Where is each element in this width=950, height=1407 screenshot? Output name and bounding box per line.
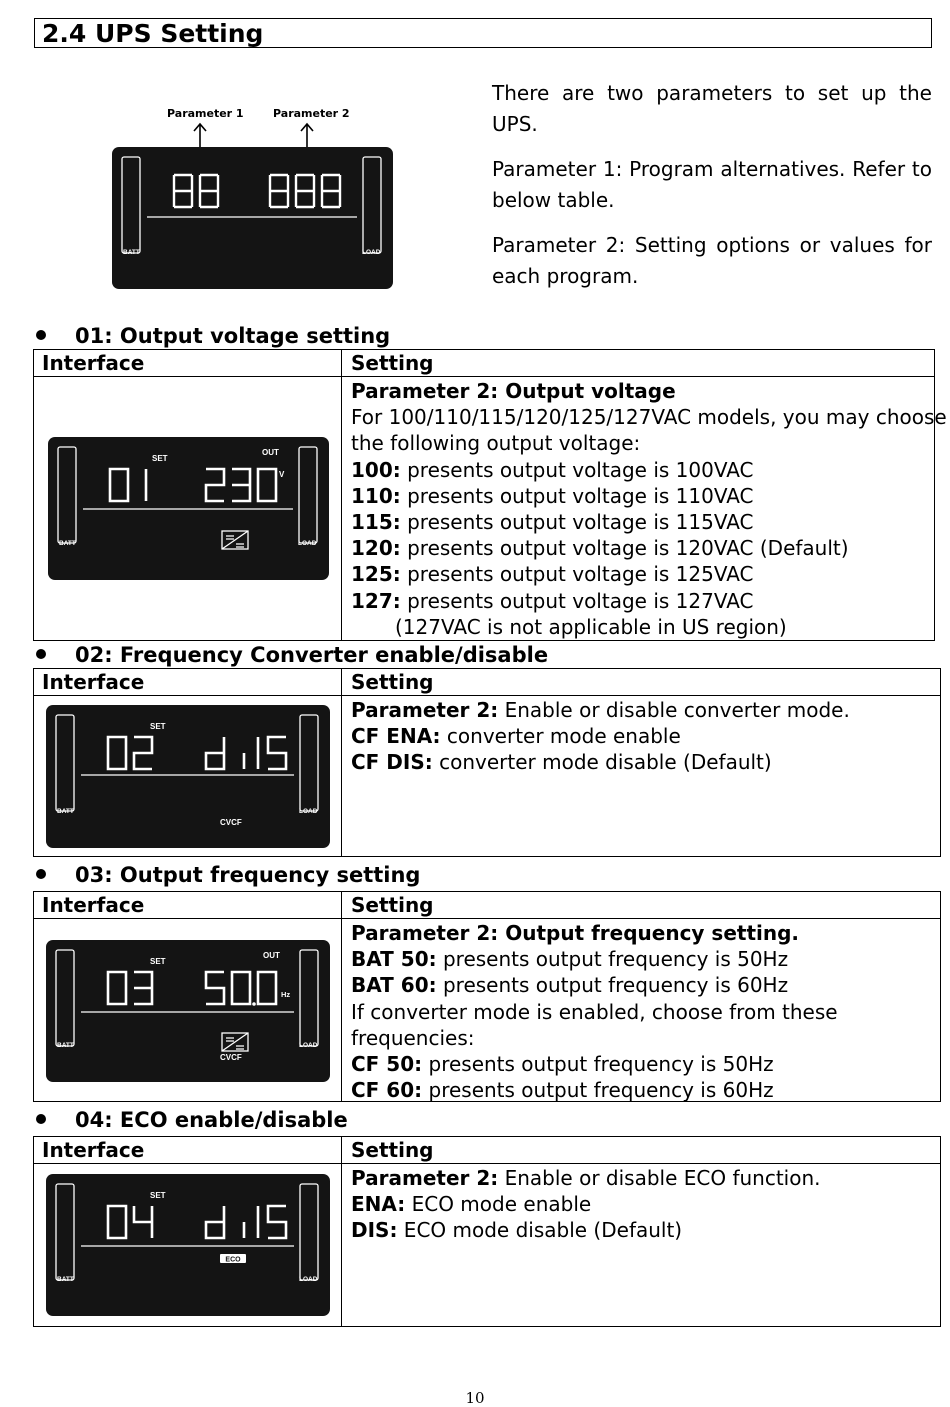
set-label: SET: [150, 722, 166, 731]
out-label: OUT: [263, 951, 280, 960]
setting-text-03: Parameter 2: Output frequency setting. BAT 50: presents output frequency is 50Hz BAT 60: presents output frequency is 60Hz If converter mode is enabled, choose from these frequencies: CF 50: presents output frequency is 50Hz CF 60: presents output frequency is 60Hz: [351, 921, 838, 1103]
load-label: LOAD: [362, 249, 381, 256]
load-label: LOAD: [298, 540, 317, 547]
section-heading-01: 01: Output voltage setting: [36, 323, 390, 349]
batt-label: BATT: [59, 540, 76, 547]
settings-table-03: [33, 891, 941, 1102]
unit-label: Hz: [281, 990, 291, 999]
column-header-interface: Interface: [42, 1138, 145, 1162]
intro-paragraph: Parameter 2: Setting options or values for each program.: [492, 233, 932, 288]
load-label: LOAD: [299, 808, 318, 815]
column-header-setting: Setting: [351, 351, 434, 375]
bullet-icon: [36, 330, 46, 340]
column-header-interface: Interface: [42, 893, 145, 917]
bullet-icon: [36, 1114, 46, 1124]
intro-paragraph: There are two parameters to set up the UPS.: [492, 81, 932, 136]
column-header-setting: Setting: [351, 893, 434, 917]
note-text: (127VAC is not applicable in US region): [395, 614, 787, 639]
bullet-icon: [36, 649, 46, 659]
settings-table-04: [33, 1136, 941, 1327]
intro-text: [492, 78, 932, 306]
bullet-icon: [36, 869, 46, 879]
settings-table-02: [33, 668, 941, 857]
parameter-2-label: Parameter 2: [273, 107, 350, 120]
load-label: LOAD: [299, 1042, 318, 1049]
arrow-up-icon: [300, 122, 314, 150]
column-header-setting: Setting: [351, 1138, 434, 1162]
load-label: LOAD: [299, 1276, 318, 1283]
intro-paragraph: Parameter 1: Program alternatives. Refer to below table.: [492, 157, 932, 212]
section-heading-04: 04: ECO enable/disable: [36, 1107, 348, 1133]
lcd-display-04: [46, 1174, 330, 1316]
column-header-interface: Interface: [42, 351, 145, 375]
set-label: SET: [150, 957, 166, 966]
out-label: OUT: [262, 448, 279, 457]
setting-text-01: Parameter 2: Output voltage For 100/110/115/120/125/127VAC models, you may choose the following output voltage: 100: presents output voltage is 100VAC 110: presents output voltage is 110VAC 115: presents output voltage is 115VAC 120: presents output voltage is 120VAC (Default) 125: presents output voltage is 125VAC 127: presents output voltage is 127VAC (127VAC is not applicable in US region): [351, 379, 947, 639]
setting-text-04: Parameter 2: Enable or disable ECO function. ENA: ECO mode enable DIS: ECO mode disable (Default): [351, 1166, 821, 1243]
arrow-up-icon: [193, 122, 207, 150]
lcd-display-01: [48, 437, 329, 580]
parameter-1-label: Parameter 1: [167, 107, 244, 120]
unit-label: V: [279, 470, 285, 479]
batt-label: BATT: [57, 1042, 74, 1049]
page-number: 10: [465, 1389, 485, 1407]
column-header-setting: Setting: [351, 670, 434, 694]
column-header-interface: Interface: [42, 670, 145, 694]
lcd-display-overview: [112, 147, 393, 289]
cvcf-label: CVCF: [220, 1053, 242, 1062]
section-heading-02: 02: Frequency Converter enable/disable: [36, 642, 548, 668]
batt-label: BATT: [57, 1276, 74, 1283]
setting-text-02: Parameter 2: Enable or disable converter mode. CF ENA: converter mode enable CF DIS: converter mode disable (Default): [351, 698, 850, 775]
section-heading-03: 03: Output frequency setting: [36, 862, 420, 888]
settings-table-01: [33, 349, 947, 641]
page-title: 2.4 UPS Setting: [34, 18, 932, 48]
set-label: SET: [150, 1191, 166, 1200]
cvcf-label: CVCF: [220, 818, 242, 827]
batt-label: BATT: [57, 808, 74, 815]
lcd-display-03: [46, 940, 330, 1082]
eco-label: ECO: [225, 1256, 241, 1264]
set-label: SET: [152, 454, 168, 463]
batt-label: BATT: [123, 249, 140, 256]
lcd-display-02: [46, 705, 330, 848]
